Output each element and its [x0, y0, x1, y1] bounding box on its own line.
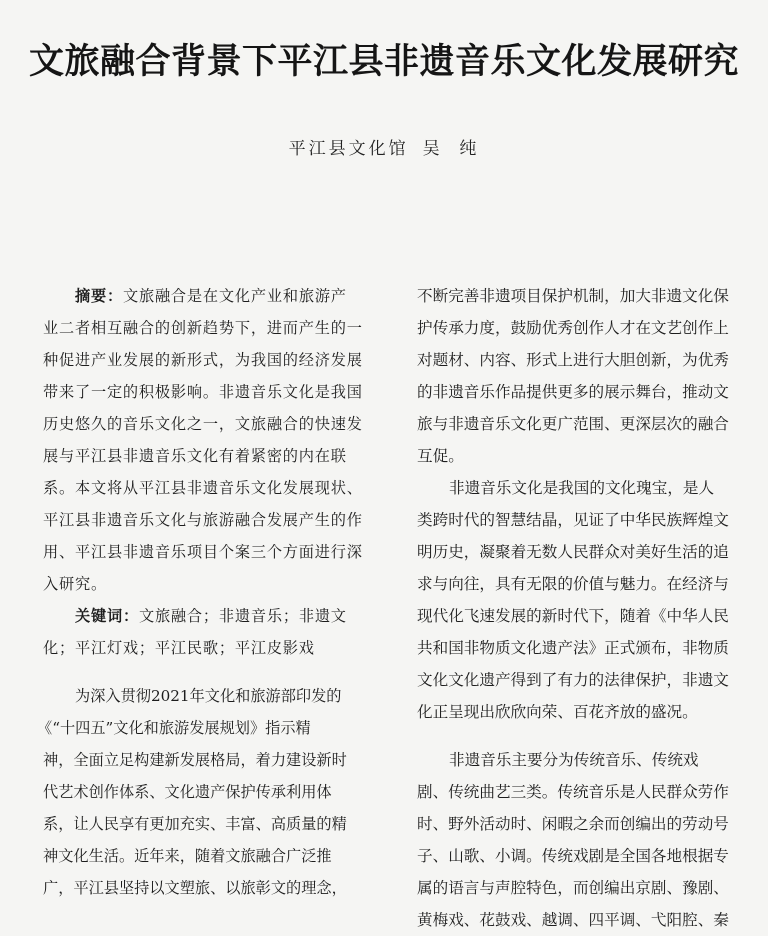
- body-line: 化正呈现出欣欣向荣、百花齐放的盛况。: [417, 703, 698, 721]
- body-line: 非遗音乐文化是我国的文化瑰宝，是人: [449, 479, 715, 497]
- abstract-line: 系。本文将从平江县非遗音乐文化发展现状、: [43, 479, 363, 497]
- abstract-line: 平江县非遗音乐文化与旅游融合发展产生的作: [43, 511, 363, 529]
- body-line: 的非遗音乐作品提供更多的展示舞台，推动文: [417, 383, 729, 401]
- body-line: 现代化飞速发展的新时代下，随着《中华人民: [417, 607, 729, 625]
- abstract-label: 摘要：: [75, 287, 123, 305]
- keywords-line: 化；平江灯戏；平江民歌；平江皮影戏: [43, 639, 315, 657]
- body-line: 代艺术创作体系、文化遗产保护传承利用体: [43, 783, 332, 801]
- body-line: 不断完善非遗项目保护机制，加大非遗文化保: [417, 287, 729, 305]
- author-affiliation: 平江县文化馆: [288, 139, 409, 159]
- body-line: 广，平江县坚持以文塑旅、以旅彰文的理念，: [43, 879, 347, 897]
- abstract-line: 种促进产业发展的新形式，为我国的经济发展: [43, 351, 363, 369]
- abstract-line: 用、平江县非遗音乐项目个案三个方面进行深: [43, 543, 363, 561]
- body-line: 护传承力度，鼓励优秀创作人才在文艺创作上: [417, 319, 729, 337]
- body-line: 文化文化遗产得到了有力的法律保护，非遗文: [417, 671, 729, 689]
- body-line: 对题材、内容、形式上进行大胆创新，为优秀: [417, 351, 729, 369]
- body-line: 旅与非遗音乐文化更广范围、更深层次的融合: [417, 415, 729, 433]
- abstract-line: 摘要：文旅融合是在文化产业和旅游产: [75, 287, 347, 305]
- body-line: 黄梅戏、花鼓戏、越调、四平调、弋阳腔、秦: [417, 911, 729, 929]
- article-title: 文旅融合背景下平江县非遗音乐文化发展研究: [28, 41, 739, 82]
- body-line: 《“十四五”文化和旅游发展规划》指示精: [37, 719, 311, 737]
- body-line: 互促。: [417, 447, 464, 465]
- body-line: 时、野外活动时、闲暇之余而创编出的劳动号: [417, 815, 729, 833]
- body-line: 共和国非物质文化遗产法》正式颁布，非物质: [417, 639, 729, 657]
- author-name: 吴 纯: [422, 139, 480, 159]
- body-line: 神，全面立足构建新发展格局，着力建设新时: [43, 751, 347, 769]
- abstract-line: 业二者相互融合的创新趋势下，进而产生的一: [43, 319, 363, 337]
- abstract-line: 带来了一定的积极影响。非遗音乐文化是我国: [43, 383, 363, 401]
- body-line: 类跨时代的智慧结晶，见证了中华民族辉煌文: [417, 511, 729, 529]
- body-line: 属的语言与声腔特色，而创编出京剧、豫剧、: [417, 879, 729, 897]
- abstract-line: 入研究。: [43, 575, 107, 593]
- abstract-line: 展与平江县非遗音乐文化有着紧密的内在联: [43, 447, 347, 465]
- body-line: 神文化生活。近年来，随着文旅融合广泛推: [43, 847, 332, 865]
- body-line: 系，让人民享有更加充实、丰富、高质量的精: [43, 815, 347, 833]
- author-line: [0, 134, 768, 159]
- keywords-label: 关键词：: [75, 607, 139, 625]
- body-line: 明历史，凝聚着无数人民群众对美好生活的追: [417, 543, 729, 561]
- body-line: 求与向往，具有无限的价值与魅力。在经济与: [417, 575, 729, 593]
- body-line: 子、山歌、小调。传统戏剧是全国各地根据专: [417, 847, 729, 865]
- body-line: 为深入贯彻2021年文化和旅游部印发的: [75, 687, 342, 705]
- abstract-line: 历史悠久的音乐文化之一，文旅融合的快速发: [43, 415, 363, 433]
- body-line: 剧、传统曲艺三类。传统音乐是人民群众劳作: [417, 783, 729, 801]
- body-line: 非遗音乐主要分为传统音乐、传统戏: [449, 751, 699, 769]
- keywords-line: 关键词：文旅融合；非遗音乐；非遗文: [75, 607, 347, 625]
